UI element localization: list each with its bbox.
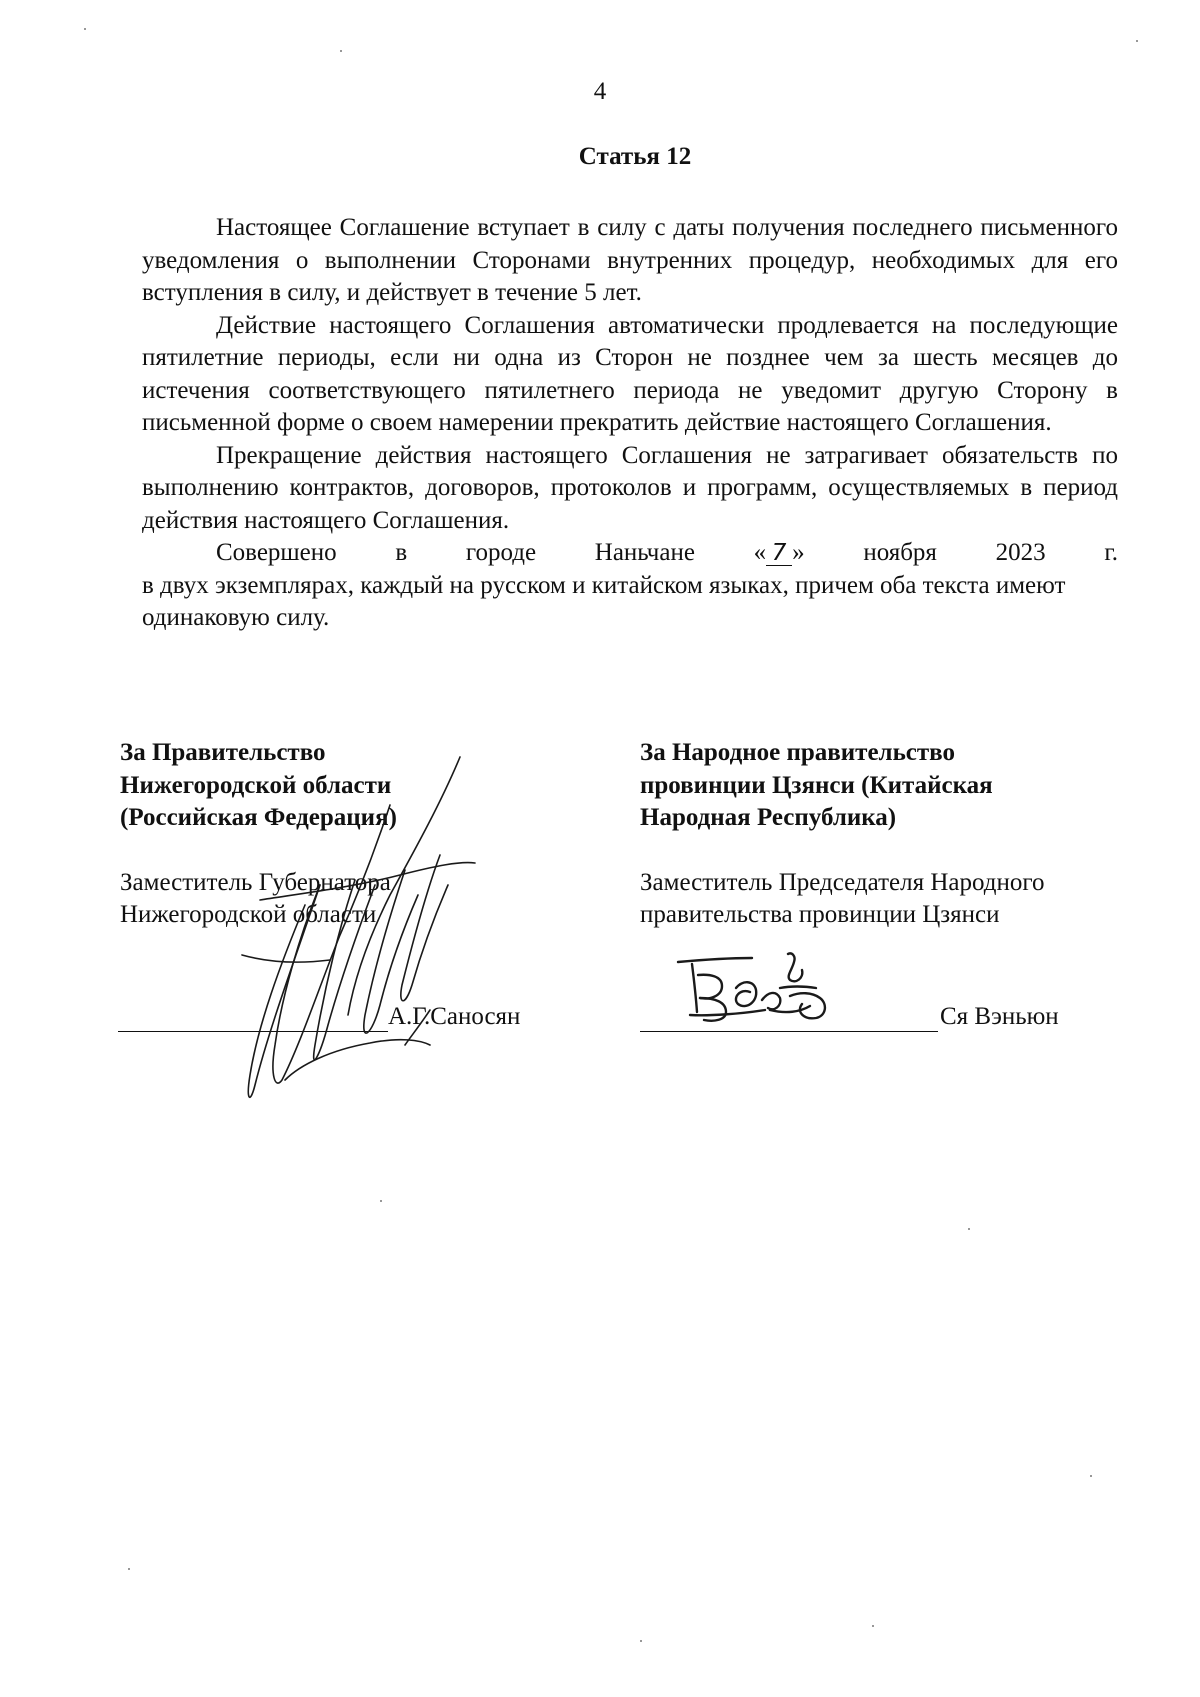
signer-position (120, 867, 600, 932)
signer-name-russia: А.Г.Саносян (388, 1003, 521, 1030)
closing-word: ноября (863, 539, 937, 566)
scan-speck (640, 1640, 642, 1642)
scan-speck (340, 50, 342, 52)
quote-close: » (792, 539, 805, 566)
closing-word: Наньчане (594, 539, 695, 566)
closing-word: г. (1104, 539, 1118, 566)
signer-position (640, 867, 1140, 932)
party-line: Нижегородской области (120, 771, 392, 799)
paragraph-automatic-renewal: Действие настоящего Соглашения автоматически продлевается на последующие пятилетние периоды, если ни одна из Сторон не позднее чем за шесть месяцев до истечения соответствующего пятилетнего периода не уведомит другую Сторону в письменной форме о своем намерении прекратить действие настоящего Соглашения. (142, 311, 1118, 436)
signature-block-russia (120, 737, 600, 932)
signature-block-china (640, 737, 1140, 932)
position-line: Заместитель Председателя Народного (640, 868, 1045, 896)
party-title (640, 737, 1140, 835)
scan-speck (968, 1228, 970, 1230)
scan-speck (872, 1625, 874, 1627)
closing-line (142, 537, 1118, 570)
closing-continuation: в двух экземплярах, каждый на русском и китайском языках, причем оба текста имеют одинаковую силу. (142, 571, 1066, 631)
position-line: правительства провинции Цзянси (640, 901, 1000, 928)
article-body (142, 212, 1118, 635)
scan-speck (1090, 1475, 1092, 1477)
closing-word: в (395, 539, 408, 566)
party-title (120, 737, 600, 835)
party-line: За Народное правительство (640, 739, 956, 766)
closing-word: городе (465, 539, 537, 566)
party-line: (Российская Федерация) (120, 804, 397, 831)
article-title: Статья 12 (578, 143, 692, 170)
handwritten-day: 7 (766, 541, 792, 566)
handwritten-signature-icon (670, 940, 870, 1040)
signing-date (754, 537, 805, 570)
position-line: Заместитель Губернатора (120, 868, 391, 896)
signature-line-russia (118, 1031, 388, 1032)
scan-speck (380, 1200, 382, 1202)
party-line: провинции Цзянси (Китайская (640, 771, 993, 799)
signer-name-china: Ся Вэньюн (940, 1003, 1059, 1030)
party-line: Народная Республика) (640, 804, 897, 831)
position-line: Нижегородской области (120, 901, 377, 928)
closing-word: Совершено (216, 539, 337, 566)
quote-open: « (753, 539, 767, 566)
scan-speck (1136, 40, 1138, 42)
closing-word: 2023 (995, 539, 1046, 566)
party-line: За Правительство (120, 739, 326, 766)
paragraph-entry-into-force: Настоящее Соглашение вступает в силу с даты получения последнего письменного уведомления о выполнении Сторонами внутренних процедур, необходимых для его вступления в силу, и действует в течение 5 лет. (142, 214, 1118, 306)
paragraph-termination-effect: Прекращение действия настоящего Соглашения не затрагивает обязательств по выполнению контрактов, договоров, протоколов и программ, осуществляемых в период действия настоящего Соглашения. (142, 441, 1118, 534)
signature-line-china (640, 1031, 938, 1032)
scan-speck (84, 28, 86, 30)
scan-speck (128, 1568, 130, 1570)
page-number: 4 (593, 78, 607, 105)
